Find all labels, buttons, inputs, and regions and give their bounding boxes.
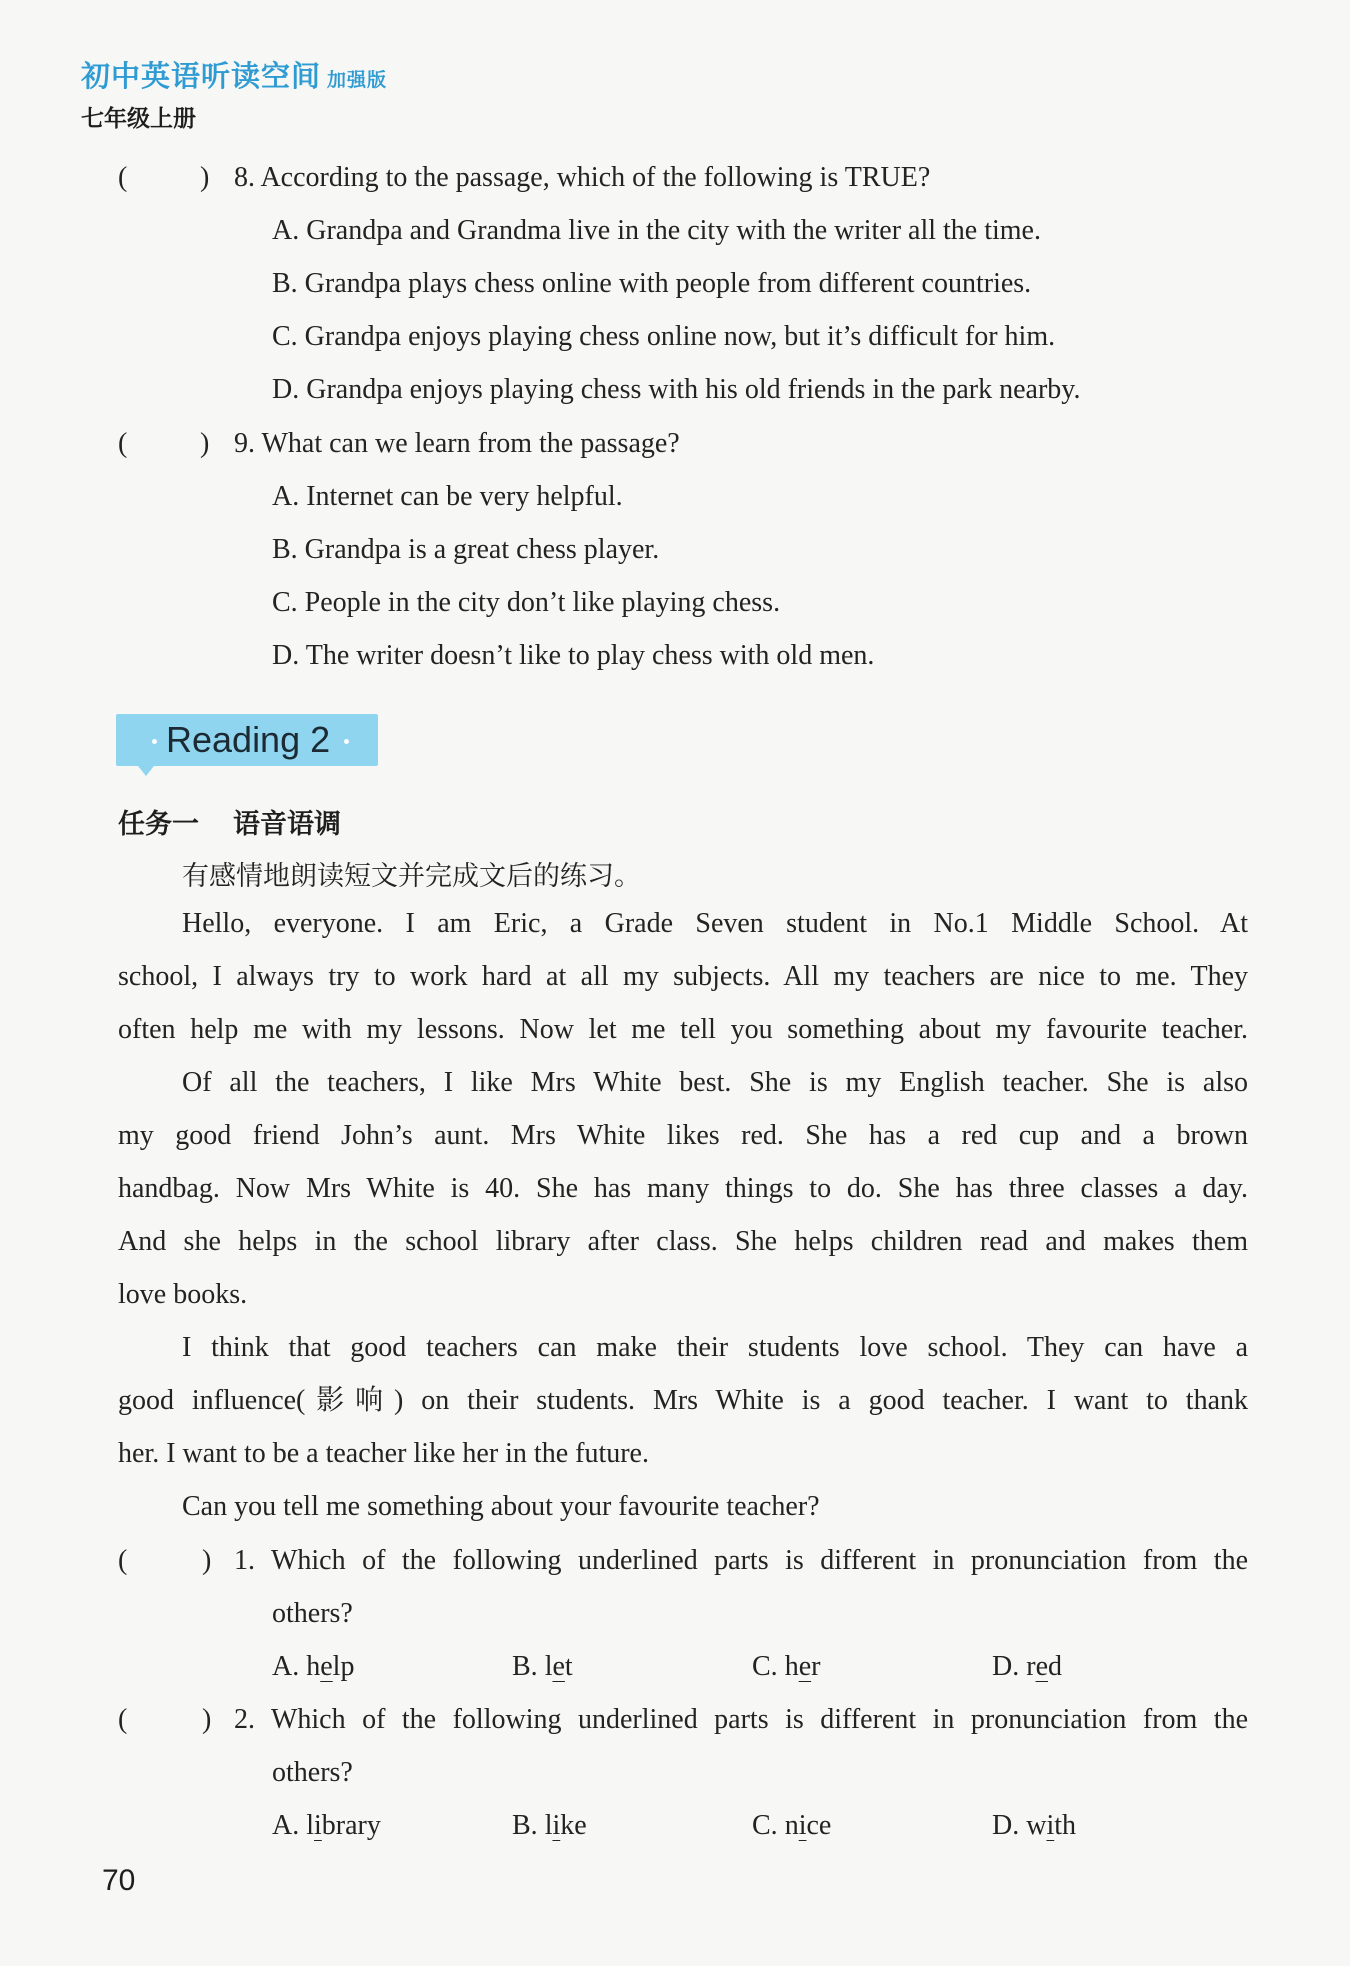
exercise-2-stem-cont: others? (272, 1757, 353, 1788)
answer-paren-open: ( (118, 1704, 128, 1735)
answer-paren-close: ) (200, 428, 210, 459)
banner-dot-right (344, 739, 349, 744)
passage-line: I think that good teachers can make their students love school. They can have a (182, 1332, 1248, 1363)
passage-line: handbag. Now Mrs White is 40. She has many things to do. She has three classes a day. (118, 1173, 1248, 1204)
passage-line: Can you tell me something about your favourite teacher? (182, 1491, 820, 1522)
exercise-1-option-a: A. help (272, 1651, 355, 1682)
exercise-1-option-b: B. let (512, 1651, 573, 1682)
banner-tail-shape (138, 766, 154, 776)
question-9-option-c: C. People in the city don’t like playing chess. (272, 587, 781, 618)
passage-line: my good friend John’s aunt. Mrs White likes red. She has a red cup and a brown (118, 1120, 1248, 1151)
question-8-stem: 8. According to the passage, which of the following is TRUE? (234, 162, 931, 193)
passage-line: her. I want to be a teacher like her in the future. (118, 1438, 649, 1469)
exercise-2-option-a: A. library (272, 1810, 381, 1841)
question-9-option-d: D. The writer doesn’t like to play chess with old men. (272, 640, 875, 671)
question-8-option-b: B. Grandpa plays chess online with people from different countries. (272, 268, 1032, 299)
grade-label: 七年级上册 (81, 106, 196, 132)
answer-paren-open: ( (118, 428, 128, 459)
answer-paren-open: ( (118, 162, 128, 193)
exercise-2-option-c: C. nice (752, 1810, 832, 1841)
exercise-1-stem-cont: others? (272, 1598, 353, 1629)
question-8-option-c: C. Grandpa enjoys playing chess online now, but it’s difficult for him. (272, 321, 1056, 352)
task-number: 任务一 (118, 809, 199, 840)
passage-line: And she helps in the school library after class. She helps children read and makes them (118, 1226, 1248, 1257)
exercise-2-option-d: D. with (992, 1810, 1077, 1841)
section-title: Reading 2 (166, 719, 331, 760)
answer-paren-open: ( (118, 1545, 128, 1576)
answer-paren-close: ) (202, 1704, 212, 1735)
passage-line: school, I always try to work hard at all my subjects. All my teachers are nice to me. They (118, 961, 1248, 992)
exercise-1-option-d: D. red (992, 1651, 1062, 1682)
passage-line: Hello, everyone. I am Eric, a Grade Seven student in No.1 Middle School. At (182, 908, 1248, 939)
passage-line: often help me with my lessons. Now let me tell you something about my favourite teacher. (118, 1014, 1248, 1045)
question-9-option-a: A. Internet can be very helpful. (272, 481, 623, 512)
banner-dot-left (152, 739, 157, 744)
exercise-1-stem: 1. Which of the following underlined parts is different in pronunciation from the (234, 1545, 1248, 1576)
task-name: 语音语调 (233, 809, 341, 840)
book-edition: 加强版 (327, 69, 388, 91)
exercise-2-stem: 2. Which of the following underlined parts is different in pronunciation from the (234, 1704, 1248, 1735)
task-instruction: 有感情地朗读短文并完成文后的练习。 (182, 861, 641, 892)
passage-line: good influence(影响) on their students. Mrs White is a good teacher. I want to thank (118, 1385, 1248, 1416)
passage-line: love books. (118, 1279, 248, 1310)
question-8-option-a: A. Grandpa and Grandma live in the city with the writer all the time. (272, 215, 1041, 246)
answer-paren-close: ) (200, 162, 210, 193)
book-title (81, 54, 387, 95)
question-9-option-b: B. Grandpa is a great chess player. (272, 534, 660, 565)
passage-line: Of all the teachers, I like Mrs White best. She is my English teacher. She is also (182, 1067, 1248, 1098)
book-title-text: 初中英语听读空间 (81, 59, 322, 93)
question-8-option-d: D. Grandpa enjoys playing chess with his old friends in the park nearby. (272, 374, 1081, 405)
exercise-1-option-c: C. her (752, 1651, 821, 1682)
page-number: 70 (102, 1864, 136, 1897)
task-heading (118, 802, 341, 841)
answer-paren-close: ) (202, 1545, 212, 1576)
exercise-2-option-b: B. like (512, 1810, 587, 1841)
question-9-stem: 9. What can we learn from the passage? (234, 428, 680, 459)
